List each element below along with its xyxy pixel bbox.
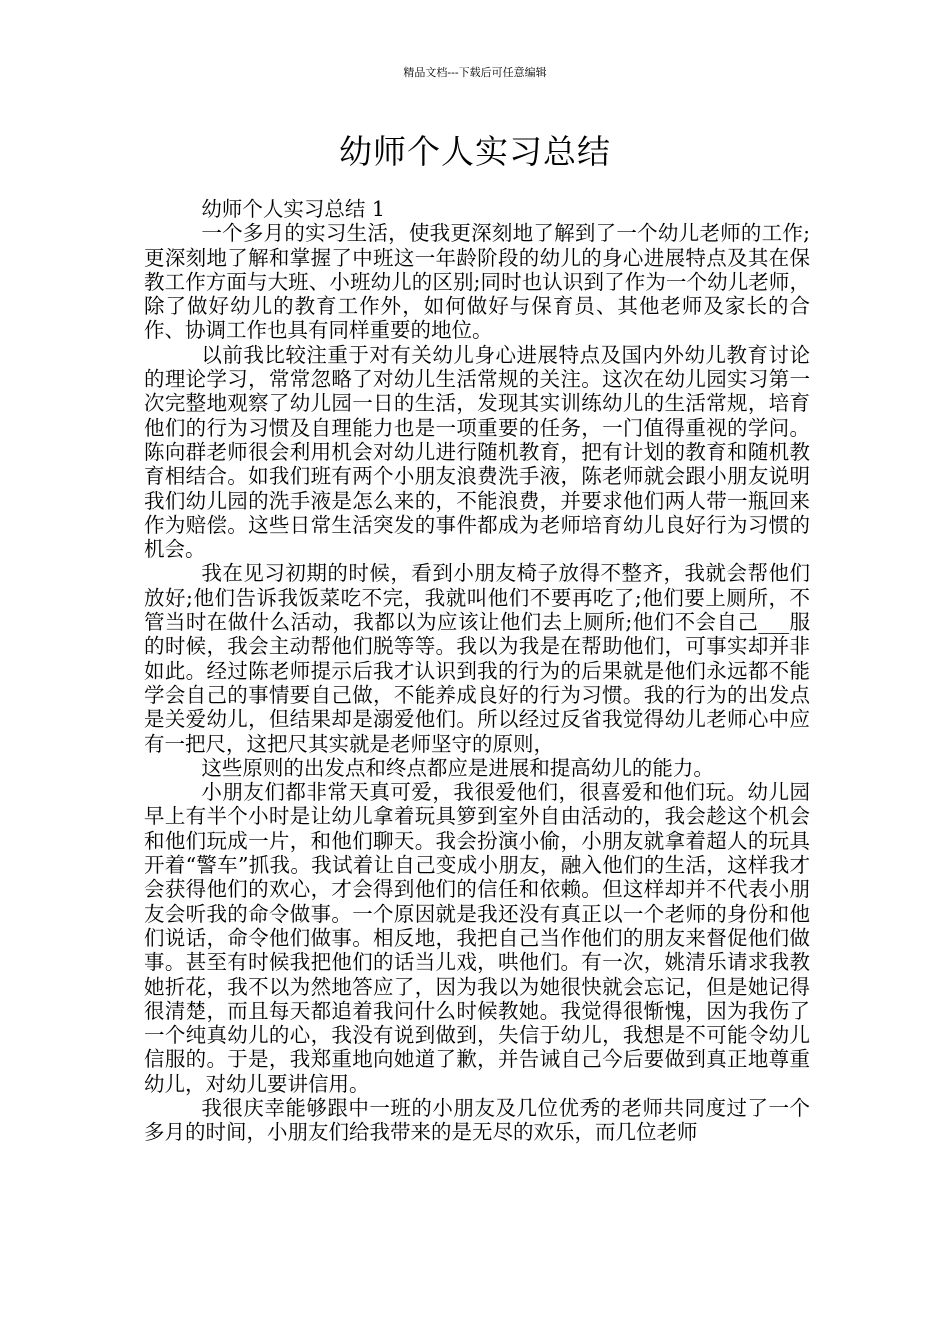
paragraph-6: 我很庆幸能够跟中一班的小朋友及几位优秀的老师共同度过了一个多月的时间，小朋友们给我带来的是无尽的欢乐，而几位老师 bbox=[144, 1095, 810, 1145]
section-subtitle: 幼师个人实习总结 1 bbox=[201, 197, 385, 221]
document-body bbox=[144, 197, 810, 1145]
paragraph-3: 我在见习初期的时候，看到小朋友椅子放得不整齐，我就会帮他们放好;他们告诉我饭菜吃不完，我就叫他们不要再吃了;他们要上厕所，不管当时在做什么活动，我都以为应该让他们去上厕所;他们不会自己___服的时候，我会主动帮他们脱等等。我以为我是在帮助他们，可事实却并非如此。经过陈老师提示后我才认识到我的行为的后果就是他们永远都不能学会自己的事情要自己做，不能养成良好的行为习惯。我的行为的出发点是关爱幼儿，但结果却是溺爱他们。所以经过反省我觉得幼儿老师心中应有一把尺，这把尺其实就是老师坚守的原则， bbox=[144, 561, 810, 756]
document-title: 幼师个人实习总结 bbox=[339, 132, 611, 171]
page-header: 精品文档---下载后可任意编辑 bbox=[403, 66, 547, 79]
paragraph-2: 以前我比较注重于对有关幼儿身心进展特点及国内外幼儿教育讨论的理论学习，常常忽略了对幼儿生活常规的关注。这次在幼儿园实习第一次完整地观察了幼儿园一日的生活，发现其实训练幼儿的生活常规，培育他们的行为习惯及自理能力也是一项重要的任务，一门值得重视的学问。陈向群老师很会利用机会对幼儿进行随机教育，把有计划的教育和随机教育相结合。如我们班有两个小朋友浪费洗手液，陈老师就会跟小朋友说明我们幼儿园的洗手液是怎么来的，不能浪费，并要求他们两人带一瓶回来作为赔偿。这些日常生活突发的事件都成为老师培育幼儿良好行为习惯的机会。 bbox=[144, 342, 810, 562]
paragraph-4: 这些原则的出发点和终点都应是进展和提高幼儿的能力。 bbox=[201, 755, 714, 780]
paragraph-1: 一个多月的实习生活，使我更深刻地了解到了一个幼儿老师的工作;更深刻地了解和掌握了中班这一年龄阶段的幼儿的身心进展特点及其在保教工作方面与大班、小班幼儿的区别;同时也认识到了作为一个幼儿老师，除了做好幼儿的教育工作外，如何做好与保育员、其他老师及家长的合作、协调工作也具有同样重要的地位。 bbox=[144, 221, 810, 343]
paragraph-5: 小朋友们都非常天真可爱，我很爱他们，很喜爱和他们玩。幼儿园早上有半个小时是让幼儿拿着玩具箩到室外自由活动的，我会趁这个机会和他们玩成一片，和他们聊天。我会扮演小偷，小朋友就拿着超人的玩具开着“警车”抓我。我试着让自己变成小朋友，融入他们的生活，这样我才会获得他们的欢心，才会得到他们的信任和依赖。但这样却并不代表小朋友会听我的命令做事。一个原因就是我还没有真正以一个老师的身份和他们说话，命令他们做事。相反地，我把自己当作他们的朋友来督促他们做事。甚至有时候我把他们的话当儿戏，哄他们。有一次，姚清乐请求我教她折花，我不以为然地答应了，因为我以为她很快就会忘记，但是她记得很清楚，而且每天都追着我问什么时候教她。我觉得很惭愧，因为我伤了一个纯真幼儿的心，我没有说到做到，失信于幼儿，我想是不可能令幼儿信服的。于是，我郑重地向她道了歉，并告诫自己今后要做到真正地尊重幼儿，对幼儿要讲信用。 bbox=[144, 780, 810, 1096]
